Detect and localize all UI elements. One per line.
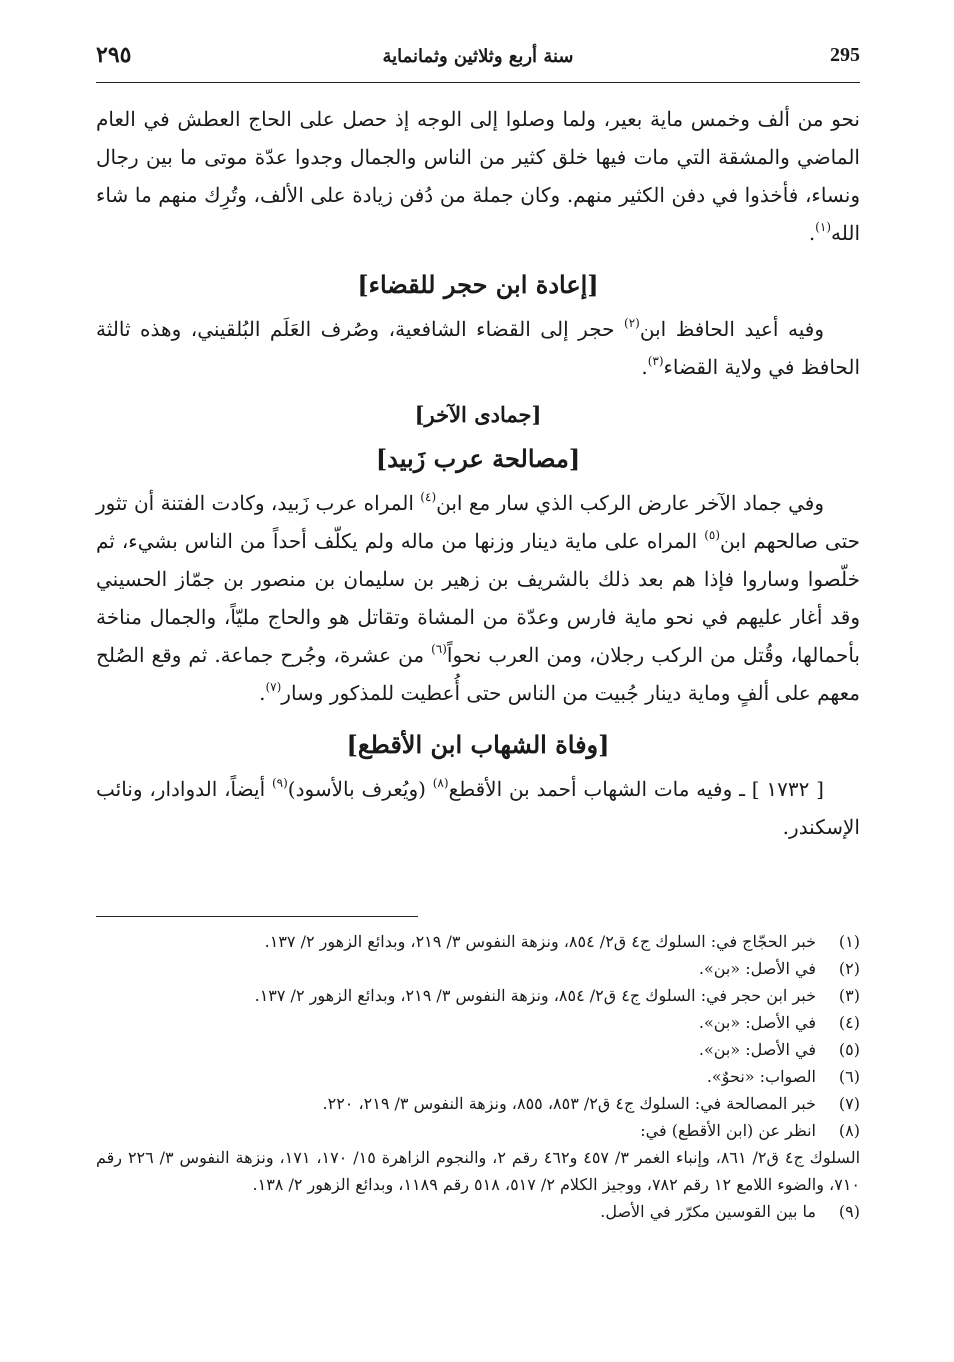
heading-death: [وفاة الشهاب ابن الأقطع] xyxy=(346,730,610,759)
footnote-ref: (٩) xyxy=(271,776,288,790)
page-number-latin: 295 xyxy=(830,44,860,66)
footnote-ref: (٣) xyxy=(647,354,664,368)
footnote: (١) خبر الحجّاج في: السلوك ج٤ ق٢/ ٨٥٤، ونزهة النفوس ٣/ ٢١٩، وبدائع الزهور ٢/ ١٣٧. xyxy=(264,932,860,951)
paragraph-pilgrims: نحو من ألف وخمس ماية بعير، ولما وصلوا إلى الوجه إذ حصل على الحاج العطش في العام الماضي والمشقة التي مات فيها خلق كثير من الناس والجمال وجدوا عدّة موتى ما بين رجال ونساء، فأخذوا في دفن الكثير منهم. وكان جملة من دُفن زيادة على الألف، وتُرِك منهم ما شاء الله$^{(١)}$. xyxy=(96,107,860,245)
footnote-ref: (٧) xyxy=(265,680,282,694)
heading-zabid: [مصالحة عرب زَبيد] xyxy=(375,444,581,473)
heading-jumada: [جمادى الآخر] xyxy=(414,402,542,427)
footnote-ref: (٥) xyxy=(704,528,721,542)
footnote: (٧) خبر المصالحة في: السلوك ج٤ ق٢/ ٨٥٣، ٨٥٥، ونزهة النفوس ٣/ ٢١٩، ٢٢٠. xyxy=(322,1094,860,1113)
running-title: سنة أربع وثلاثين وثمانماية xyxy=(382,46,574,67)
footnote: (٩) ما بين القوسين مكرّر في الأصل. xyxy=(600,1202,860,1221)
main-text xyxy=(96,100,860,846)
footnote-ref: (٨) xyxy=(432,776,449,790)
footnote: (٥) في الأصل: «بن». xyxy=(698,1040,860,1059)
footnotes xyxy=(96,928,860,1225)
footnote-continuation: السلوك ج٤ ق٢/ ٨٦١، وإنباء الغمر ٣/ ٤٥٧ و٤٦٢ رقم ٢، والنجوم الزاهرة ١٥/ ١٧٠، ١٧١، ونزهة النفوس ٣/ ٢٢٦ رقم ٧١٠، والضوء اللامع ١٢ رقم ٧٨٢، ووجيز الكلام ٢/ ٥١٧، ٥١٨ رقم ١١٨٩، وبدائع الزهور ٢/ ١٣٨. xyxy=(96,1148,861,1194)
footnote-rule xyxy=(96,916,418,917)
footnote-ref: (٤) xyxy=(420,490,437,504)
header-rule xyxy=(96,82,860,83)
footnote: (٢) في الأصل: «بن». xyxy=(698,959,860,978)
footnote-ref: (٢) xyxy=(624,316,640,330)
footnote: (٨) انظر عن (ابن الأقطع) في: xyxy=(640,1121,860,1140)
footnote-ref: (١) xyxy=(815,220,831,234)
paragraph-ibn-hajar: وفيه أعيد الحافظ ابن$^{(٢)}$ حجر إلى القضاء الشافعية، وصُرف العَلَم البُلقيني، وهذه ثالثة الحافظ في ولاية القضاء$^{(٣)}$. xyxy=(96,316,860,379)
footnote: (٦) الصواب: «نحوٌ». xyxy=(706,1067,860,1086)
heading-ibn-hajar: [إعادة ابن حجر للقضاء] xyxy=(357,270,599,299)
footnote: (٣) خبر ابن حجر في: السلوك ج٤ ق٢/ ٨٥٤، ونزهة النفوس ٣/ ٢١٩، وبدائع الزهور ٢/ ١٣٧. xyxy=(254,986,860,1005)
paragraph-death: [ ١٧٣٢ ] ـ وفيه مات الشهاب أحمد بن الأقطع$^{(٨)}$ (ويُعرف بالأسود)$^{(٩)}$ أيضاً، الدوادار، ونائب الإسكندر. xyxy=(96,776,860,839)
footnote-ref: (٦) xyxy=(431,642,447,656)
footnote: (٤) في الأصل: «بن». xyxy=(698,1013,860,1032)
paragraph-zabid: وفي جماد الآخر عارض الركب الذي سار مع ابن$^{(٤)}$ المراه عرب زَبيد، وكادت الفتنة أن تثور حتى صالحهم ابن$^{(٥)}$ المراه على ماية دينار وزنها من ماله ولم يكلّف أحداً من الناس بشيء، ثم خلّصوا وساروا فإذا هم بعد ذلك بالشريف بن زهير بن سليمان بن منصور بن جمّاز الحسيني وقد أغار عليهم في نحو ماية فارس وعدّة من المشاة وتقاتل هو والحاج مليّاً، والجمال مناخة بأحمالها، وقُتل من الركب رجلان، ومن العرب نحواً$^{(٦)}$ من عشرة، وجُرح جماعة. ثم وقع الصُلح معهم على ألفٍ وماية دينار جُبيت من الناس حتى أُعطيت للمذكور وسار$^{(٧)}$. xyxy=(96,490,861,705)
page-number-arabic: ٢٩٥ xyxy=(96,42,132,68)
page-header xyxy=(96,42,860,82)
